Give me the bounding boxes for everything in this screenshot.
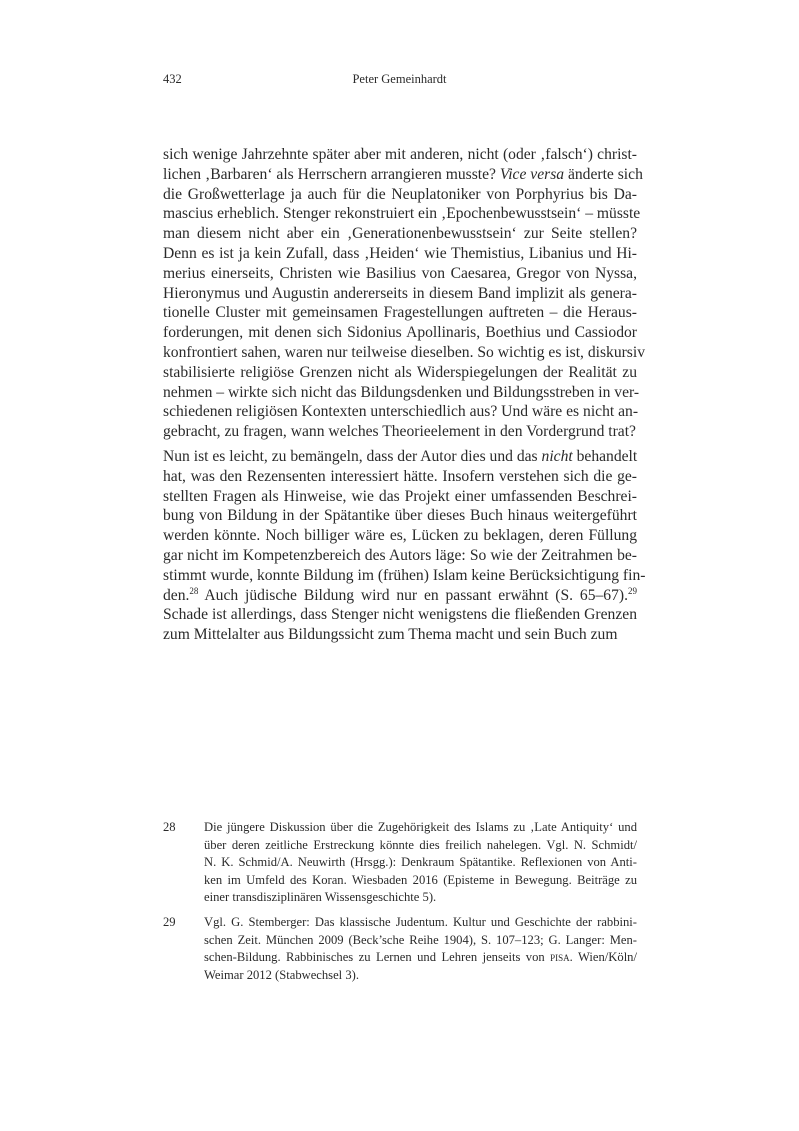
text-segment: schen Zeit. München 2009 (Beck’sche Reihe 1904), S. 107–123; G. Langer: Men- (204, 932, 637, 947)
body-paragraph (163, 447, 646, 645)
page-number: 432 (163, 72, 182, 86)
text-segment: Nun ist es leicht, zu bemängeln, dass der Autor dies und das (163, 448, 542, 465)
text-segment: N. K. Schmid/A. Neuwirth (Hrsgg.): Denkraum Spätantike. Reflexionen von Anti- (204, 855, 637, 870)
text-segment: die Großwetterlage ja auch für die Neuplatoniker von Porphyrius bis Da- (163, 185, 637, 203)
text-segment: stimmt wurde, konnte Bildung im (frühen) Islam keine Berücksichtigung fin- (163, 566, 646, 584)
text-segment: ken im Umfeld des Koran. Wiesbaden 2016 (Episteme in Bewegung. Beiträge zu (204, 872, 637, 887)
text-segment: mascius erheblich. Stenger rekonstruiert ein ‚Epochenbewusstsein‘ – müsste (163, 205, 641, 223)
text-line (163, 244, 637, 264)
text-line (163, 383, 640, 403)
text-line (163, 506, 637, 526)
text-line (163, 303, 637, 323)
footnote (163, 819, 637, 907)
footnote-text (204, 914, 637, 984)
text-segment: gar nicht im Kompetenzbereich des Autors läge: So wie der Zeitrahmen be- (163, 546, 637, 564)
text-line (204, 872, 637, 890)
text-segment: Hieronymus und Augustin andererseits in diesem Band implizit als genera- (163, 284, 637, 302)
body-paragraph (163, 145, 646, 442)
footnote-number: 29 (163, 915, 176, 929)
text-segment: schen-Bildung. Rabbinisches zu Lernen und Lehren jenseits von (204, 950, 551, 965)
text-line (204, 819, 637, 837)
text-segment: Vgl. G. Stemberger: Das klassische Judentum. Kultur und Geschichte der rabbini- (204, 915, 637, 929)
text-line (163, 447, 637, 467)
text-segment: merius einerseits, Christen wie Basilius von Caesarea, Gregor von Nyssa, (163, 264, 637, 282)
text-line (163, 284, 637, 304)
text-segment: stellten Fragen als Hinweise, wie das Projekt einer umfassenden Beschrei- (163, 487, 637, 505)
text-segment: über deren zeitliche Erstreckung könnte dies freilich nahelegen. Vgl. N. Schmidt/ (204, 837, 637, 852)
text-line (163, 363, 637, 383)
text-line (163, 204, 641, 224)
text-line (163, 323, 637, 343)
text-segment: den. (163, 586, 190, 604)
footnote (163, 914, 637, 984)
italic-text: Vice versa (499, 165, 565, 183)
text-line (163, 145, 637, 165)
text-line (204, 949, 637, 967)
italic-text: nicht (541, 448, 573, 465)
text-line (163, 526, 637, 546)
text-line (163, 165, 643, 185)
text-segment: Auch jüdische Bildung wird nur en passant erwähnt (S. 65–67). (198, 586, 628, 604)
text-segment: Schade ist allerdings, dass Stenger nicht wenigstens die fließenden Grenzen (163, 606, 637, 624)
text-segment: Die jüngere Diskussion über die Zugehörigkeit des Islams zu ‚Late Antiquity‘ und (204, 820, 637, 834)
running-head: Peter Gemeinhardt (352, 72, 447, 86)
text-segment: werden könnte. Noch billiger wäre es, Lücken zu beklagen, deren Füllung (163, 527, 637, 545)
text-line (163, 566, 646, 586)
text-line (204, 914, 637, 932)
text-line (204, 854, 637, 872)
text-segment: sich wenige Jahrzehnte später aber mit anderen, nicht (oder ‚falsch‘) christ- (163, 146, 637, 163)
footnote-reference: 29 (628, 585, 637, 596)
text-segment: bung von Bildung in der Spätantike über dieses Buch hinaus weitergeführt (163, 507, 637, 525)
text-segment: konfrontiert sahen, waren nur teilweise dieselben. So wichtig es ist, diskursiv (163, 343, 646, 361)
footnote-number: 28 (163, 820, 176, 834)
text-line (163, 343, 646, 363)
text-segment: lichen ‚Barbaren‘ als Herrschern arrangieren musste? (163, 165, 500, 183)
text-line (163, 625, 637, 645)
text-segment: gebracht, zu fragen, wann welches Theorieelement in den Vordergrund trat? (163, 423, 636, 441)
text-segment: änderte sich (564, 165, 643, 183)
text-segment: einer transdisziplinären Wissensgeschichte 5). (204, 890, 437, 905)
text-line (163, 487, 637, 507)
text-segment: forderungen, mit denen sich Sidonius Apollinaris, Boethius und Cassiodor (163, 324, 637, 342)
text-line (204, 967, 637, 985)
text-segment: stabilisierte religiöse Grenzen nicht als Widerspiegelungen der Realität zu (163, 363, 637, 381)
text-line (204, 889, 637, 907)
text-segment: Denn es ist ja kein Zufall, dass ‚Heiden‘ wie Themistius, Libanius und Hi- (163, 244, 637, 262)
text-line (163, 467, 637, 487)
text-line (163, 185, 637, 205)
text-line (163, 224, 637, 244)
text-line (163, 605, 637, 625)
footnote-reference: 28 (189, 585, 199, 596)
text-line (204, 932, 637, 950)
text-line (163, 402, 637, 422)
text-line (204, 837, 637, 855)
text-segment: . Wien/Köln/ (569, 950, 637, 965)
text-line (163, 546, 637, 566)
text-segment: behandelt (572, 448, 638, 465)
text-segment: pisa (550, 950, 570, 965)
text-segment: schiedenen religiösen Kontexten unterschiedlich aus? Und wäre es nicht an- (163, 403, 639, 421)
text-line (163, 586, 637, 606)
text-segment: man diesem nicht aber ein ‚Generationenbewusstsein‘ zur Seite stellen? (163, 225, 637, 243)
text-segment: zum Mittelalter aus Bildungssicht zum Thema macht und sein Buch zum (163, 626, 618, 644)
text-segment: tionelle Cluster mit gemeinsamen Fragestellungen auftreten – die Heraus- (163, 304, 637, 322)
text-line (163, 422, 637, 442)
text-segment: Weimar 2012 (Stabwechsel 3). (204, 967, 359, 982)
text-segment: nehmen – wirkte sich nicht das Bildungsdenken und Bildungsstreben in ver- (163, 383, 640, 401)
text-line (163, 264, 637, 284)
footnote-text (204, 819, 637, 907)
text-segment: hat, was den Rezensenten interessiert hätte. Insofern verstehen sich die ge- (163, 467, 637, 485)
